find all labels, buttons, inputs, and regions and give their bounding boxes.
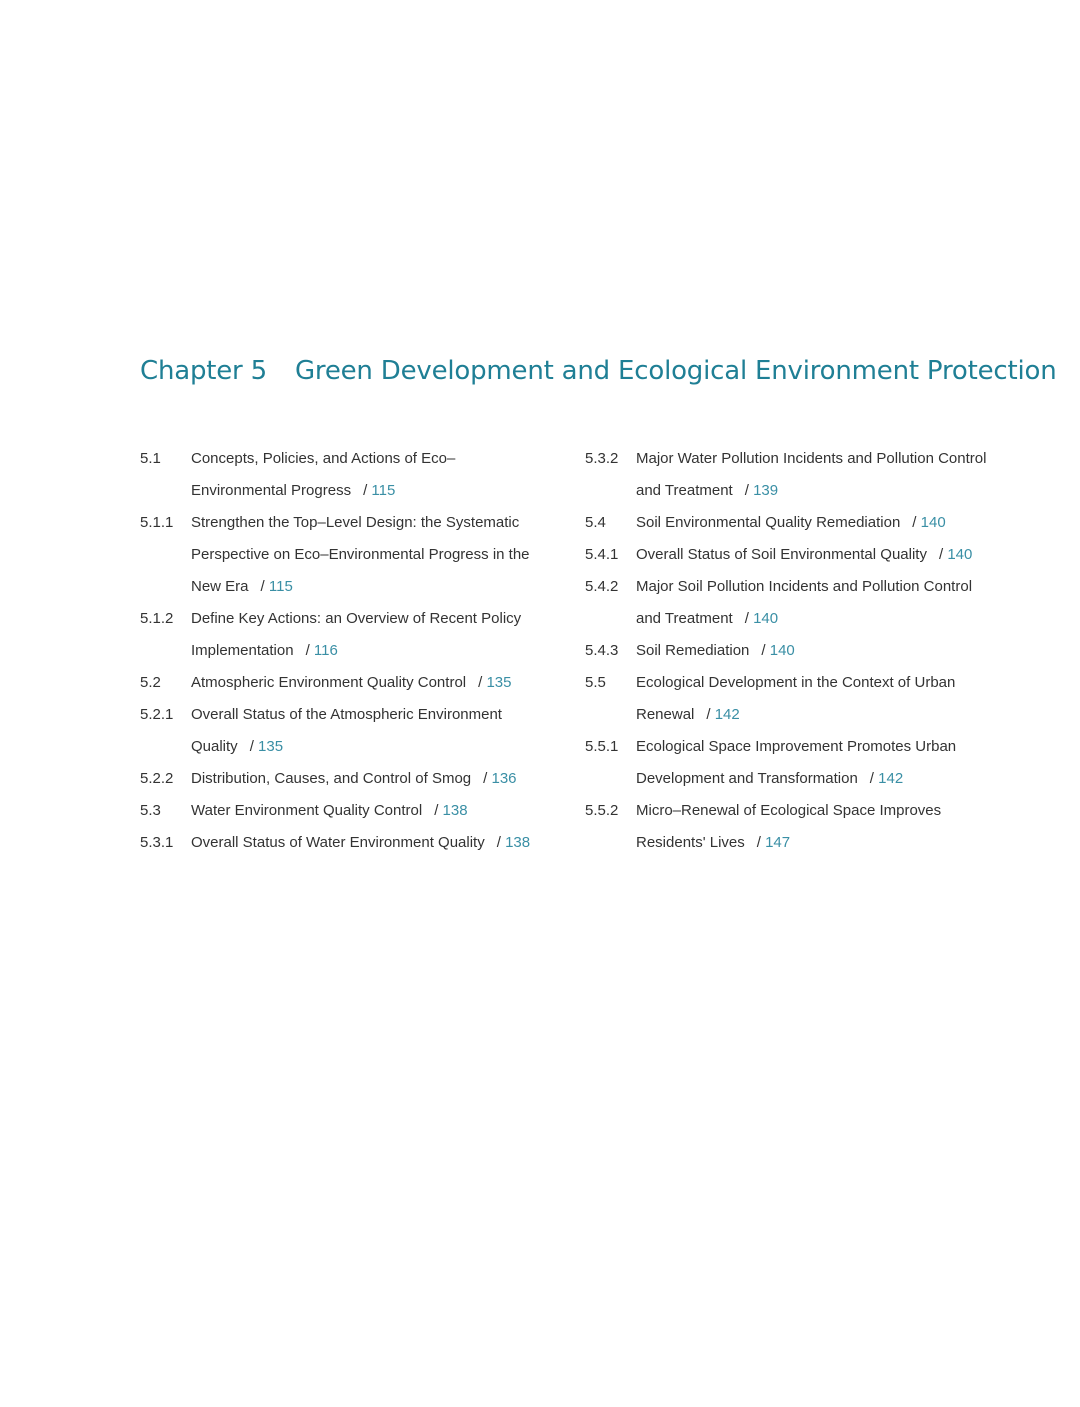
page-separator: /	[744, 610, 754, 627]
page-separator: /	[938, 546, 948, 563]
page-number[interactable]: 116	[313, 642, 338, 659]
page-number[interactable]: 142	[878, 770, 904, 787]
page-separator: /	[434, 802, 443, 819]
section-title-line	[191, 539, 560, 571]
toc-entry[interactable]	[140, 443, 560, 507]
section-title-text: Major Water Pollution Incidents and Pollution Control	[636, 450, 987, 467]
section-title-line	[191, 699, 560, 731]
page-number[interactable]: 138	[505, 834, 531, 851]
toc-column-right	[585, 443, 1005, 859]
page-number[interactable]: 142	[714, 706, 740, 723]
section-title-line	[636, 795, 1005, 827]
toc-entry[interactable]	[585, 635, 1005, 667]
page-separator: /	[305, 642, 314, 659]
section-number: 5.3	[140, 802, 161, 819]
section-title-text: Overall Status of the Atmospheric Environment	[191, 706, 502, 723]
toc-entry[interactable]	[140, 667, 560, 699]
section-title-text: Overall Status of Soil Environmental Quality	[636, 546, 927, 563]
page-separator: /	[756, 834, 766, 851]
page-number[interactable]: 135	[486, 674, 512, 691]
section-title-text: Distribution, Causes, and Control of Smog	[191, 770, 472, 787]
page-separator: /	[869, 770, 879, 787]
toc-column-left	[140, 443, 560, 859]
section-title-text: and Treatment	[636, 610, 733, 627]
chapter-label: Chapter 5	[140, 356, 267, 386]
section-title-text: Renewal	[636, 706, 695, 723]
page-separator: /	[249, 738, 259, 755]
section-title-line	[636, 507, 1005, 539]
section-title-line	[191, 603, 560, 635]
section-number: 5.2	[140, 674, 161, 691]
toc-entry[interactable]	[585, 539, 1005, 571]
page-separator: /	[483, 770, 492, 787]
section-title-line	[636, 539, 1005, 571]
page-number[interactable]: 140	[947, 546, 973, 563]
section-title-text: and Treatment	[636, 482, 733, 499]
section-title-text: Atmospheric Environment Quality Control	[191, 674, 467, 691]
section-title-line	[636, 731, 1005, 763]
section-number: 5.5.1	[585, 738, 619, 755]
toc-entry[interactable]	[585, 443, 1005, 507]
section-number: 5.4.2	[585, 578, 619, 595]
section-title-line	[191, 795, 560, 827]
section-title-text: Ecological Space Improvement Promotes Urban	[636, 738, 957, 755]
section-number: 5.3.2	[585, 450, 619, 467]
section-number: 5.1.1	[140, 514, 174, 531]
chapter-title	[140, 356, 1056, 386]
section-title-text: Strengthen the Top–Level Design: the Systematic	[191, 514, 520, 531]
section-title-text: Define Key Actions: an Overview of Recent Policy	[191, 610, 522, 627]
toc-entry[interactable]	[140, 699, 560, 763]
page-separator: /	[478, 674, 487, 691]
page-separator: /	[260, 578, 269, 595]
toc-entry[interactable]	[140, 827, 560, 859]
section-number: 5.1.2	[140, 610, 174, 627]
section-title-text: Concepts, Policies, and Actions of Eco–	[191, 450, 456, 467]
section-number: 5.1	[140, 450, 161, 467]
section-number: 5.2.1	[140, 706, 174, 723]
page-separator: /	[744, 482, 754, 499]
page-separator: /	[912, 514, 921, 531]
section-title-line	[191, 475, 560, 507]
section-title-line	[191, 571, 560, 603]
section-title-line	[191, 507, 560, 539]
section-title-line	[636, 699, 1005, 731]
page-number[interactable]: 136	[491, 770, 517, 787]
page-separator: /	[706, 706, 715, 723]
toc-entry[interactable]	[585, 507, 1005, 539]
section-title-text: Perspective on Eco–Environmental Progress in the	[191, 546, 530, 563]
page-separator: /	[761, 642, 770, 659]
section-title-text: Quality	[191, 738, 238, 755]
section-title-text: Major Soil Pollution Incidents and Pollution Control	[636, 578, 973, 595]
toc-entry[interactable]	[140, 603, 560, 667]
toc-entry[interactable]	[585, 795, 1005, 859]
toc-entry[interactable]	[140, 763, 560, 795]
section-number: 5.4.1	[585, 546, 619, 563]
chapter-name: Green Development and Ecological Environment Protection	[294, 356, 1057, 386]
section-number: 5.5	[585, 674, 606, 691]
page-number[interactable]: 115	[268, 578, 293, 595]
page-number[interactable]: 147	[765, 834, 791, 851]
section-title-line	[191, 667, 560, 699]
toc-entry[interactable]	[585, 667, 1005, 731]
section-number: 5.2.2	[140, 770, 174, 787]
section-title-line	[191, 827, 560, 859]
page-number[interactable]: 140	[920, 514, 946, 531]
section-title-line	[636, 763, 1005, 795]
section-title-text: Implementation	[191, 642, 294, 659]
section-title-line	[636, 603, 1005, 635]
section-title-line	[636, 571, 1005, 603]
section-title-line	[191, 763, 560, 795]
section-title-line	[636, 667, 1005, 699]
section-title-line	[191, 731, 560, 763]
section-number: 5.5.2	[585, 802, 619, 819]
toc-entry[interactable]	[585, 731, 1005, 795]
section-title-text: Overall Status of Water Environment Quality	[191, 834, 485, 851]
section-title-line	[636, 475, 1005, 507]
section-title-text: New Era	[191, 578, 249, 595]
section-title-text: Residents' Lives	[636, 834, 745, 851]
section-title-text: Soil Remediation	[636, 642, 750, 659]
page-number[interactable]: 138	[442, 802, 468, 819]
section-number: 5.4	[585, 514, 606, 531]
section-title-line	[191, 443, 560, 475]
toc-entry[interactable]	[140, 507, 560, 603]
page-separator: /	[496, 834, 506, 851]
section-title-text: Environmental Progress	[191, 482, 352, 499]
section-title-text: Development and Transformation	[636, 770, 858, 787]
section-title-text: Soil Environmental Quality Remediation	[636, 514, 901, 531]
section-number: 5.3.1	[140, 834, 174, 851]
section-title-line	[636, 443, 1005, 475]
page-number[interactable]: 140	[753, 610, 779, 627]
section-title-text: Water Environment Quality Control	[191, 802, 423, 819]
section-title-line	[636, 635, 1005, 667]
toc-entry[interactable]	[140, 795, 560, 827]
page-number[interactable]: 115	[371, 482, 396, 499]
section-title-line	[191, 635, 560, 667]
page-number[interactable]: 139	[753, 482, 779, 499]
page-number[interactable]: 135	[258, 738, 284, 755]
page-number[interactable]: 140	[769, 642, 795, 659]
toc-entry[interactable]	[585, 571, 1005, 635]
section-title-line	[636, 827, 1005, 859]
section-number: 5.4.3	[585, 642, 619, 659]
section-title-text: Micro–Renewal of Ecological Space Improves	[636, 802, 942, 819]
section-title-text: Ecological Development in the Context of Urban	[636, 674, 956, 691]
page-separator: /	[363, 482, 372, 499]
